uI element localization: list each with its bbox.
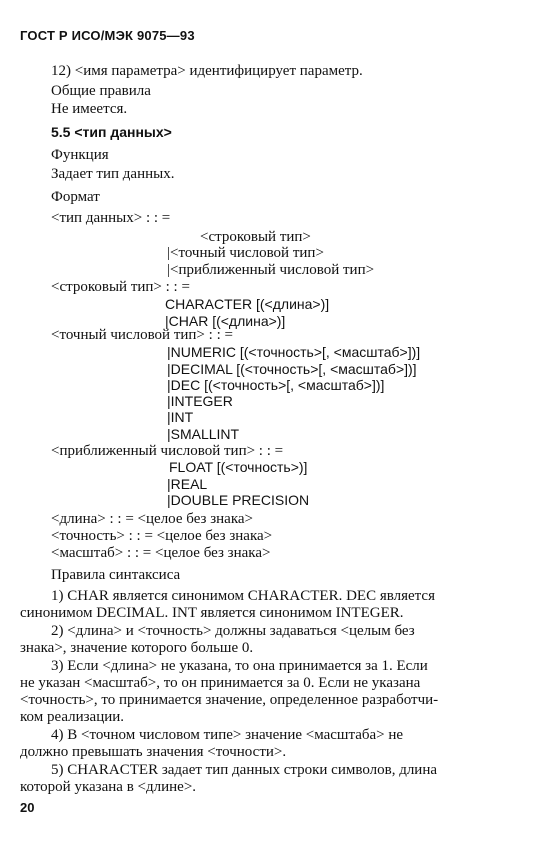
rule-4-line: должно превышать значения <точности>. (20, 744, 287, 760)
format-line: |<приближенный числовой тип> (167, 262, 375, 278)
rule-3-line: 3) Если <длина> не указана, то она принимается за 1. Если (51, 658, 428, 674)
format-line: <длина> : : = <целое без знака> (51, 511, 254, 527)
format-line: <приближенный числовой тип> : : = (51, 443, 284, 459)
format-line: <масштаб> : : = <целое без знака> (51, 545, 271, 561)
general-rules-text: Не имеется. (51, 101, 128, 117)
function-text: Задает тип данных. (51, 166, 175, 182)
section-title: 5.5 <тип данных> (51, 124, 172, 140)
format-line: |<точный числовой тип> (167, 245, 324, 261)
rule-5-line: которой указана в <длине>. (20, 779, 197, 795)
format-line: <тип данных> : : = (51, 210, 171, 226)
format-line: |CHAR [(<длина>)] (165, 313, 286, 329)
format-line: FLOAT [(<точность>)] (169, 459, 308, 475)
format-line: |INTEGER (167, 393, 233, 409)
format-line: <строковый тип> : : = (51, 279, 190, 295)
rule-3-line: не указан <масштаб>, то он принимается за 0. Если не указана (20, 675, 421, 691)
format-line: |DECIMAL [(<точность>[, <масштаб>])] (167, 361, 417, 377)
rule-3-line: ком реализации. (20, 709, 125, 725)
format-heading: Формат (51, 189, 100, 205)
format-line: |REAL (167, 476, 208, 492)
format-line: <строковый тип> (200, 229, 311, 245)
item-12: 12) <имя параметра> идентифицирует параметр. (51, 63, 363, 79)
syntax-rules-heading: Правила синтаксиса (51, 567, 181, 583)
page-number: 20 (20, 800, 35, 815)
rule-2-line: знака>, значение которого больше 0. (20, 640, 254, 656)
rule-5-line: 5) CHARACTER задает тип данных строки символов, длина (51, 762, 438, 778)
function-heading: Функция (51, 147, 109, 163)
rule-1-line: 1) CHAR является синонимом CHARACTER. DEC является (51, 588, 435, 604)
rule-3-line: <точность>, то принимается значение, определенное разработчи- (20, 692, 439, 708)
document-header: ГОСТ Р ИСО/МЭК 9075—93 (20, 28, 195, 43)
format-line: |DEC [(<точность>[, <масштаб>])] (167, 377, 385, 393)
format-line: CHARACTER [(<длина>)] (165, 296, 330, 312)
rule-4-line: 4) В <точном числовом типе> значение <масштаба> не (51, 727, 404, 743)
format-line: |SMALLINT (167, 426, 240, 442)
format-line: <точность> : : = <целое без знака> (51, 528, 273, 544)
rule-2-line: 2) <длина> и <точность> должны задаваться <целым без (51, 623, 415, 639)
format-line: |DOUBLE PRECISION (167, 492, 310, 508)
format-line: |INT (167, 409, 194, 425)
rule-1-line: синонимом DECIMAL. INT является синонимом INTEGER. (20, 605, 404, 621)
format-line: <точный числовой тип> : : = (51, 327, 233, 343)
general-rules-heading: Общие правила (51, 83, 151, 99)
format-line: |NUMERIC [(<точность>[, <масштаб>])] (167, 344, 421, 360)
